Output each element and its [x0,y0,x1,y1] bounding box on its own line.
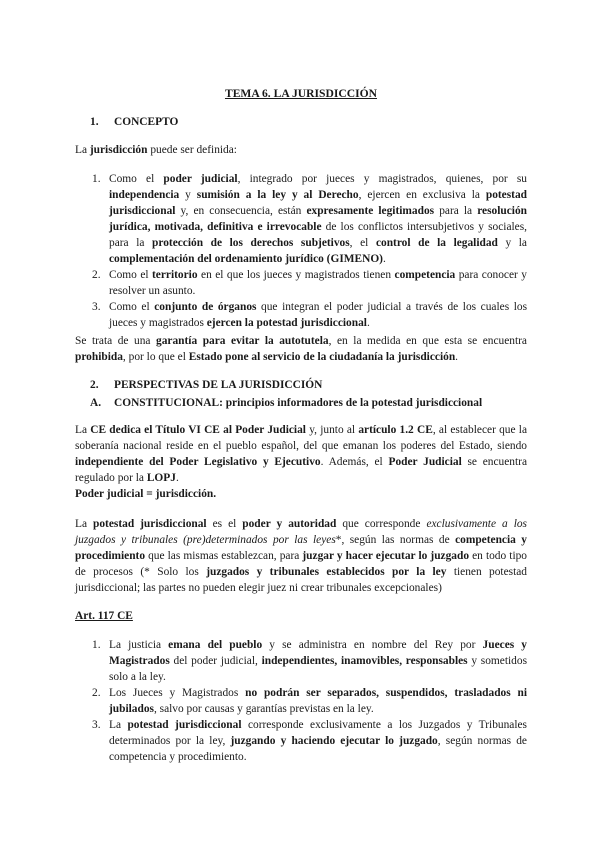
list-number: 3. [92,301,101,313]
text-run: tienen potestad jurisdiccional; las partes no pueden elegir juez ni crear tribunales excepcionales) [75,566,527,594]
text-run: Como el [109,301,155,313]
document-title: TEMA 6. LA JURISDICCIÓN [224,87,378,100]
list-number: 1. [92,639,101,651]
definitions-list [75,171,527,331]
text-run: que las mismas establezcan, para [145,550,303,562]
intro-paragraph [75,142,527,158]
list-item [75,299,527,331]
bold-term: territorio [152,269,198,281]
text-run: La [75,518,94,530]
bold-term: competencia [394,269,456,281]
list-number: 3. [92,719,101,731]
text-run: es el [206,518,243,530]
text-run: , ejercen en exclusiva la [358,189,486,201]
section-heading-constitucional [90,395,542,411]
text-run: de los conflictos intersubjetivos y sociales, para la [109,221,528,249]
intro-term: jurisdicción [89,144,148,156]
text-run: Como el [109,269,153,281]
bold-term: expresamente legitimados [306,205,435,217]
list-item [75,637,527,685]
text-run: Los Jueces y Magistrados [109,687,246,699]
bold-term: control de la legalidad [375,237,498,249]
text-run: en el que los jueces y magistrados tienen [197,269,395,281]
intro-text: La [75,144,90,156]
bold-term: Poder Judicial [388,456,462,468]
article-list [75,637,527,765]
bold-term: ejercen la potestad jurisdiccional [206,317,367,329]
text-run: que corresponde [336,518,427,530]
intro-text: puede ser definida: [147,144,237,156]
text-run: , salvo por causas y garantías previstas en la ley. [153,703,374,715]
text-run: , al establecer que la soberanía nacional reside en el pueblo español, del que emanan los poderes del Estado, siendo [75,424,527,452]
bold-term: independiente del Poder Legislativo y Ejecutivo [75,456,321,468]
text-run: para conocer y resolver un asunto. [109,269,527,297]
text-run: y, junto al [305,424,359,436]
list-item [75,267,527,299]
bold-term: prohibida [75,351,123,363]
list-number: 1. [92,173,101,185]
bold-term: resolución jurídica, motivada, definitiva e irrevocable [109,205,527,233]
bold-term: potestad jurisdiccional [93,518,207,530]
section-heading-perspectivas [90,377,542,393]
bold-term: independencia [109,189,180,201]
bold-term: CE dedica el Título VI CE al Poder Judicial [90,424,306,436]
list-item [75,685,527,717]
text-run: , integrado por jueces y magistrados, quienes, por su [237,173,527,185]
bold-term: complementación del ordenamiento jurídico (GIMENO) [109,253,383,265]
bold-term: potestad jurisdiccional [109,189,527,217]
section-number: 1. [90,116,99,128]
bold-term: potestad jurisdiccional [127,719,242,731]
text-run: corresponde exclusivamente a los Juzgados y Tribunales determinados por la ley, [109,719,527,747]
text-run: en todo tipo de procesos (* Solo los [75,550,528,578]
section-label: CONCEPTO [114,116,179,128]
list-item [75,171,527,267]
bold-term: Estado pone al servicio de la ciudadanía la jurisdicción [188,351,456,363]
text-run: La [75,424,91,436]
text-run: y sometidos solo a la ley. [109,655,528,683]
section-number: A. [90,397,102,409]
section-heading-concepto [90,114,542,130]
text-run: , el [349,237,376,249]
bold-term: LOPJ [146,472,176,484]
list-number: 2. [92,687,101,699]
potestad-paragraph [75,516,527,596]
bold-term: sumisión a la ley y al Derecho [196,189,359,201]
bold-term: garantía para evitar la autotutela [156,335,329,347]
text-run: y se administra en nombre del Rey por [262,639,483,651]
bold-term: juzgando y haciendo ejecutar lo juzgado [230,735,438,747]
text-run: Se trata de una [75,335,157,347]
bold-term: poder judicial [163,173,238,185]
bold-term: juzgar y hacer ejecutar lo juzgado [302,550,470,562]
garantia-paragraph [75,333,527,365]
text-run: y [179,189,197,201]
text-run: . [382,253,386,265]
bold-term: poder y autoridad [242,518,337,530]
text-run: , en la medida en que esta se encuentra [328,335,527,347]
italic-phrase: exclusivamente a los juzgados y tribunales (pre)determinados por las leyes [75,518,527,546]
text-run: . [366,317,370,329]
bold-term: emana del pueblo [168,639,263,651]
text-run: , por lo que el [122,351,189,363]
list-number: 2. [92,269,101,281]
text-run: y la [497,237,527,249]
text-run: se encuentra regulado por la [75,456,528,484]
text-run: *, según las normas de [335,534,456,546]
text-run: , según normas de competencia y procedimiento. [109,735,527,763]
text-run: que integran el poder judicial a través de los cuales los jueces y magistrados [109,301,527,329]
bold-term: no podrán ser separados, suspendidos, trasladados ni jubilados [109,687,527,715]
text-run: La justicia [109,639,169,651]
bold-term: conjunto de órganos [154,301,257,313]
ce-paragraph [75,422,527,486]
section-label: CONSTITUCIONAL: principios informadores de la potestad jurisdiccional [114,397,483,409]
text-run: . [455,351,459,363]
article-heading: Art. 117 CE [75,610,133,622]
text-run: . Además, el [320,456,389,468]
section-label: PERSPECTIVAS DE LA JURISDICCIÓN [114,379,323,391]
text-run: y, en consecuencia, están [175,205,307,217]
bold-term: competencia y procedimiento [75,534,527,562]
text-run: para la [434,205,478,217]
bold-term: protección de los derechos subjetivos [152,237,350,249]
bold-term: artículo 1.2 CE [358,424,433,436]
equation-line: Poder judicial = jurisdicción. [75,488,217,500]
section-number: 2. [90,379,99,391]
bold-term: independientes, inamovibles, responsables [261,655,468,667]
text-run: Como el [109,173,164,185]
text-run: . [175,472,179,484]
bold-term: Jueces y Magistrados [109,639,527,667]
text-run: del poder judicial, [169,655,262,667]
text-run: La [109,719,128,731]
bold-term: juzgados y tribunales establecidos por la ley [206,566,447,578]
list-item [75,717,527,765]
